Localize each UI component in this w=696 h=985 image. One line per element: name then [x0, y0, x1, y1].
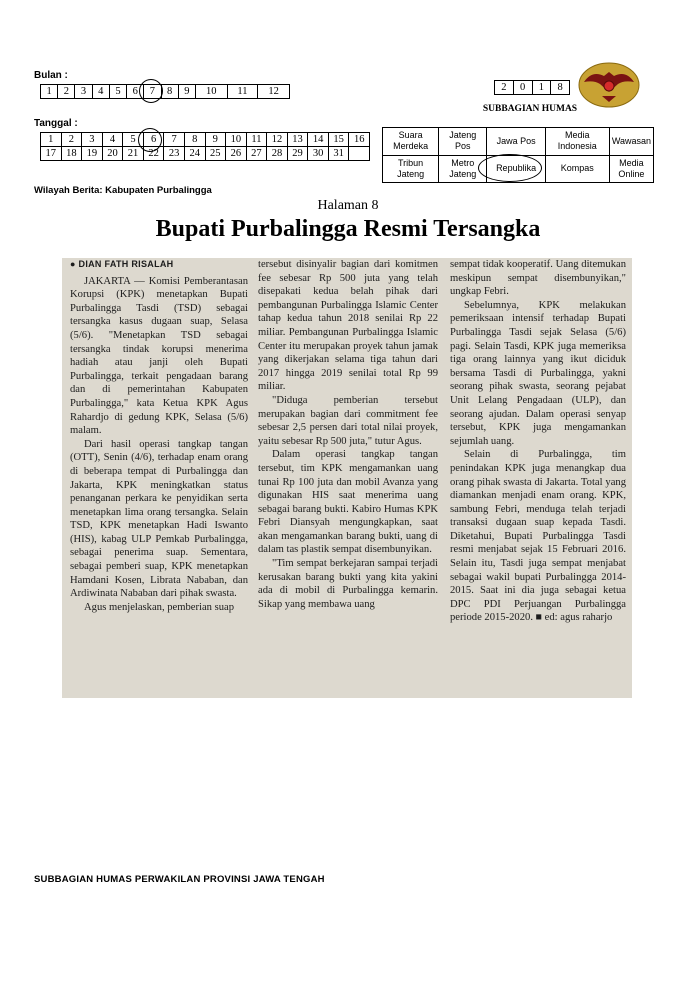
article-paragraph: sempat tidak kooperatif. Uang ditemukan meskipun sempat disembunyikan," ungkap Febri.	[450, 259, 626, 298]
media-cell: Republika	[487, 155, 545, 183]
bulan-cell: 12	[258, 85, 290, 99]
year-digit: 2	[495, 81, 514, 95]
tanggal-cell: 25	[205, 147, 226, 161]
bulan-cell: 6	[127, 85, 144, 99]
bulan-grid	[40, 84, 290, 99]
bulan-cell: 3	[75, 85, 92, 99]
tanggal-grid	[40, 132, 370, 161]
page-number: Halaman 8	[317, 198, 379, 213]
article-paragraph: "Tim sempat berkejaran sampai terjadi kerusakan barang bukti yang kita yakini ada di mobil di Purbalingga kemarin. Sikap yang membawa uang	[258, 558, 438, 610]
tanggal-cell: 2	[61, 133, 82, 147]
tanggal-cell: 23	[164, 147, 185, 161]
article-title: Bupati Purbalingga Resmi Tersangka	[155, 216, 541, 242]
year-digit: 8	[551, 81, 570, 95]
media-selected-circle	[478, 154, 542, 182]
article-paragraph: Dari hasil operasi tangkap tangan (OTT), Senin (4/6), terhadap enam orang di beberapa tempat di Purbalingga dan Jakarta, KPK meningkatkan status penanganan perkara ke penyidikan serta menetapkan lima orang tersangka. Selain TSD, KPK menetapkan Hadi Iswanto (HIS), kabag ULP Pemkab Purbalingga, sebagai penerima suap. Sementara, sebagai pemberi suap, KPK menetapkan Hamdani Kosen, Librata Nababan, dan Ardiwinata Nababan dari pihak swasta.	[70, 438, 248, 600]
tanggal-cell: 6	[143, 133, 164, 147]
media-cell: Metro Jateng	[439, 155, 487, 183]
bulan-cell: 1	[41, 85, 58, 99]
garuda-emblem-icon	[578, 62, 640, 108]
article-paragraph: Agus menjelaskan, pemberian suap	[84, 601, 235, 613]
bulan-cell: 10	[195, 85, 227, 99]
bulan-cell: 2	[58, 85, 75, 99]
bulan-cell: 7	[144, 85, 161, 99]
tanggal-cell: 26	[226, 147, 247, 161]
bulan-selected-circle	[139, 79, 163, 103]
tanggal-cell: 22	[143, 147, 164, 161]
bulan-label: Bulan :	[34, 70, 68, 81]
tanggal-cell: 14	[308, 133, 329, 147]
bulan-cell: 9	[178, 85, 195, 99]
article-paragraph: JAKARTA — Komisi Pemberantasan Korupsi (KPK) menetapkan Bupati Purbalingga Tasdi (TSD) sebagai tersangka kasus dugaan suap, Selasa (5/6). "Menetapkan TSD sebagai tersangka tindak korupsi menerima hadiah atau janji oleh Bupati Purbalingga, terkait pengadaan barang dan di pemerintahan Kabupaten Purbalingga," kata Ketua KPK Agus Rahardjo di gedung KPK, Selasa (5/6) malam.	[70, 275, 248, 437]
article-paragraph: Sebelumnya, KPK melakukan pemeriksaan intensif terhadap Bupati Purbalingga Tasdi sejak Selasa (5/6) pagi. Selain Tasdi, KPK juga memeriksa tiga orang lainnya yang ikut diciduk bersama Tasdi di Purbalingga, yakni seorang pihak swasta, seorang pejabat Unit Lelang Pengadaan (ULP), dan seorang ajudan. Dalam operasi senyap tersebut, KPK juga mengamankan sejumlah uang.	[450, 299, 626, 447]
tanggal-cell: 8	[184, 133, 205, 147]
article-column-3	[450, 258, 626, 625]
tanggal-cell	[349, 147, 370, 161]
tanggal-cell: 15	[328, 133, 349, 147]
media-cell: Wawasan	[609, 128, 653, 156]
tanggal-cell: 31	[328, 147, 349, 161]
article-clipping	[62, 258, 632, 698]
unit-name: SUBBAGIAN HUMAS	[482, 104, 578, 114]
article-column-2	[258, 258, 438, 611]
tanggal-cell: 17	[41, 147, 62, 161]
tanggal-cell: 28	[267, 147, 288, 161]
article-column-1	[70, 258, 248, 614]
article-paragraph: "Diduga pemberian tersebut merupakan bagian dari commitment fee sebesar 2,5 persen dari total nilai proyek, yaitu sebesar Rp 500 juta," tutur Agus.	[258, 394, 438, 447]
article-paragraph: Selain di Purbalingga, tim penindakan KPK juga menangkap dua orang pihak swasta di Jakarta. Total yang diamankan menjadi enam orang. KPK, sambung Febri, menduga telah terjadi transaksi dugaan suap kepada Tasdi. Diketahui, Bupati Purbalingga Tasdi resmi menjabat sejak 15 Februari 2016. Selain itu, Tasdi juga sempat menjabat sebagai wakil bupati Purbalingga 2014-2015. Saat ini dia juga sebagai ketua DPC PDI Perjuangan Purbalingga periode 2015-2020. ■ ed: agus raharjo	[450, 449, 626, 624]
tanggal-cell: 7	[164, 133, 185, 147]
tanggal-cell: 12	[267, 133, 288, 147]
tanggal-cell: 5	[123, 133, 144, 147]
bulan-cell: 8	[161, 85, 178, 99]
media-cell: Jateng Pos	[439, 128, 487, 156]
tanggal-cell: 18	[61, 147, 82, 161]
tanggal-cell: 13	[287, 133, 308, 147]
tanggal-cell: 29	[287, 147, 308, 161]
tanggal-cell: 24	[184, 147, 205, 161]
media-cell: Media Online	[609, 155, 653, 183]
media-cell: Media Indonesia	[545, 128, 609, 156]
wilayah-berita: Wilayah Berita: Kabupaten Purbalingga	[34, 185, 212, 196]
tanggal-cell: 30	[308, 147, 329, 161]
tanggal-cell: 10	[226, 133, 247, 147]
bulan-cell: 5	[109, 85, 126, 99]
bulan-cell: 4	[92, 85, 109, 99]
media-cell: Kompas	[545, 155, 609, 183]
year-grid	[494, 80, 570, 95]
footer-unit: SUBBAGIAN HUMAS PERWAKILAN PROVINSI JAWA TENGAH	[34, 874, 325, 885]
year-digit: 1	[532, 81, 551, 95]
year-digit: 0	[513, 81, 532, 95]
tanggal-cell: 27	[246, 147, 267, 161]
article-paragraph: tersebut disinyalir bagian dari komitmen fee sebesar Rp 500 juta yang telah disepakati kedua belah pihak dari pembangunan Purbalingga Islamic Center tahap kedua tahun 2018 senilai Rp 22 miliar. Pembangunan Purbalingga Islamic Center itu merupakan proyek tahun jamak yang dikerjakan selama tiga tahun dari 2017 hingga 2019 senilai total Rp 99 miliar.	[258, 259, 438, 393]
media-cell: Jawa Pos	[487, 128, 545, 156]
article-paragraph: Dalam operasi tangkap tangan tersebut, tim KPK mengamankan uang tunai Rp 100 juta dan mobil Avanza yang digunakan HIS saat menerima uang sebagai barang bukti. Kabiro Humas KPK Febri Diansyah mengungkapkan, saat akan mengamankan barang bukti, uang di dalam tas plastik sempat disembunyikan.	[258, 449, 438, 556]
tanggal-cell: 1	[41, 133, 62, 147]
article-byline: ● DIAN FATH RISALAH	[70, 259, 174, 269]
bulan-cell: 11	[227, 85, 258, 99]
tanggal-selected-circle	[138, 128, 162, 152]
media-cell: Tribun Jateng	[383, 155, 439, 183]
tanggal-cell: 19	[82, 147, 103, 161]
tanggal-cell: 9	[205, 133, 226, 147]
tanggal-cell: 11	[246, 133, 267, 147]
tanggal-cell: 4	[102, 133, 123, 147]
tanggal-cell: 3	[82, 133, 103, 147]
media-cell: Suara Merdeka	[383, 128, 439, 156]
tanggal-cell: 21	[123, 147, 144, 161]
tanggal-cell: 20	[102, 147, 123, 161]
tanggal-label: Tanggal :	[34, 118, 78, 129]
tanggal-cell: 16	[349, 133, 370, 147]
